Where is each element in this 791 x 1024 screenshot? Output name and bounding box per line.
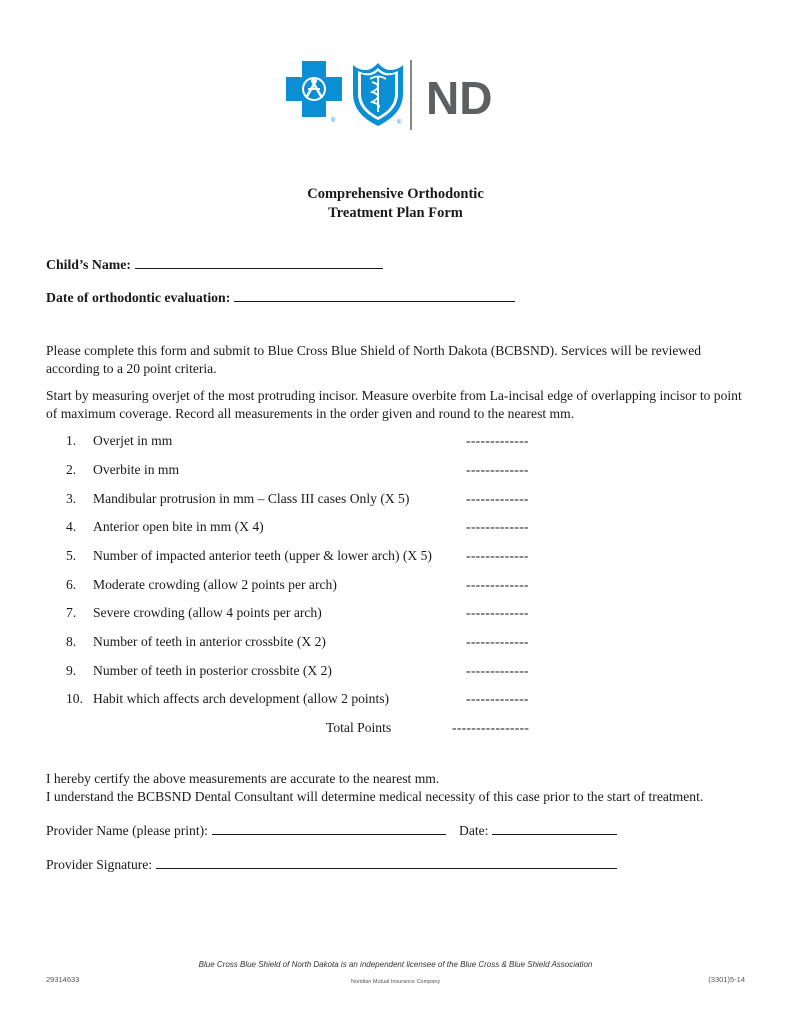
form-title-line2: Treatment Plan Form bbox=[328, 205, 463, 221]
eval-date-label: Date of orthodontic evaluation: bbox=[46, 290, 231, 305]
criteria-blank[interactable]: ------------- bbox=[466, 605, 529, 620]
provider-name-line[interactable] bbox=[212, 833, 446, 835]
provider-signature-label: Provider Signature: bbox=[46, 857, 153, 872]
blue-cross-icon bbox=[286, 61, 342, 124]
criteria-item: 9. Number of teeth in posterior crossbite (X 2) bbox=[66, 663, 332, 678]
criteria-item: 8. Number of teeth in anterior crossbite (X 2) bbox=[66, 634, 326, 649]
footer-form-code: 29314633 bbox=[46, 975, 80, 984]
provider-date-label: Date: bbox=[459, 823, 489, 838]
criteria-item: 2. Overbite in mm bbox=[66, 462, 180, 477]
bcbs-nd-logo bbox=[286, 58, 508, 132]
criteria-blank[interactable]: ------------- bbox=[466, 462, 529, 477]
provider-signature-field[interactable] bbox=[46, 857, 617, 873]
criteria-blank[interactable]: ------------- bbox=[466, 663, 529, 678]
child-name-field[interactable] bbox=[46, 257, 383, 273]
criteria-blank[interactable]: ------------- bbox=[466, 491, 529, 506]
provider-date-line[interactable] bbox=[492, 833, 617, 835]
criteria-blank[interactable]: ------------- bbox=[466, 548, 529, 563]
footer-company: Noridian Mutual Insurance Company bbox=[350, 979, 441, 985]
certify-line-1: I hereby certify the above measurements are accurate to the nearest mm. bbox=[46, 771, 440, 786]
child-name-label: Child’s Name: bbox=[46, 257, 131, 272]
certify-line-2: I understand the BCBSND Dental Consultant will determine medical necessity of this case prior to the start of treatment. bbox=[46, 789, 704, 804]
criteria-blank[interactable]: ------------- bbox=[466, 577, 529, 592]
form-title-line1: Comprehensive Orthodontic bbox=[307, 186, 484, 202]
criteria-blank[interactable]: ------------- bbox=[466, 433, 529, 448]
provider-signature-line[interactable] bbox=[156, 867, 617, 869]
criteria-item: 5. Number of impacted anterior teeth (upper & lower arch) (X 5) bbox=[66, 548, 432, 563]
criteria-item: 10. Habit which affects arch development (allow 2 points) bbox=[66, 691, 390, 706]
child-name-line[interactable] bbox=[135, 267, 383, 269]
criteria-item: 7. Severe crowding (allow 4 points per arch) bbox=[66, 605, 322, 620]
criteria-blank[interactable]: ------------- bbox=[466, 519, 529, 534]
criteria-item: 1. Overjet in mm bbox=[66, 433, 173, 448]
criteria-item: 6. Moderate crowding (allow 2 points per arch) bbox=[66, 577, 337, 592]
provider-name-label: Provider Name (please print): bbox=[46, 823, 208, 838]
svg-text:®: ® bbox=[331, 118, 336, 124]
provider-date-field[interactable] bbox=[459, 823, 617, 839]
footer-disclaimer: Blue Cross Blue Shield of North Dakota is an independent licensee of the Blue Cross & Blue Shield Association bbox=[198, 960, 593, 969]
criteria-item: 3. Mandibular protrusion in mm – Class III cases Only (X 5) bbox=[66, 491, 410, 506]
total-points-label: Total Points bbox=[326, 720, 392, 735]
footer-revision-code: (3301)5-14 bbox=[708, 975, 745, 984]
total-points-blank[interactable]: ---------------- bbox=[452, 720, 530, 735]
intro-paragraph-1: Please complete this form and submit to Blue Cross Blue Shield of North Dakota (BCBSND). Services will be reviewed according to a 20 point criteria. bbox=[46, 343, 702, 376]
intro-paragraph-2: Start by measuring overjet of the most protruding incisor. Measure overbite from La-incisal edge of overlapping incisor to point of maximum coverage. Record all measurements in the order given and round to the nearest mm. bbox=[46, 388, 742, 421]
blue-shield-icon bbox=[353, 63, 403, 126]
eval-date-field[interactable] bbox=[46, 290, 515, 306]
criteria-blank[interactable]: ------------- bbox=[466, 691, 529, 706]
criteria-blank[interactable]: ------------- bbox=[466, 634, 529, 649]
logo-nd-text: ND bbox=[426, 72, 493, 124]
provider-name-field[interactable] bbox=[46, 823, 446, 839]
eval-date-line[interactable] bbox=[234, 300, 515, 302]
criteria-item: 4. Anterior open bite in mm (X 4) bbox=[66, 519, 264, 534]
svg-text:®: ® bbox=[397, 120, 402, 126]
